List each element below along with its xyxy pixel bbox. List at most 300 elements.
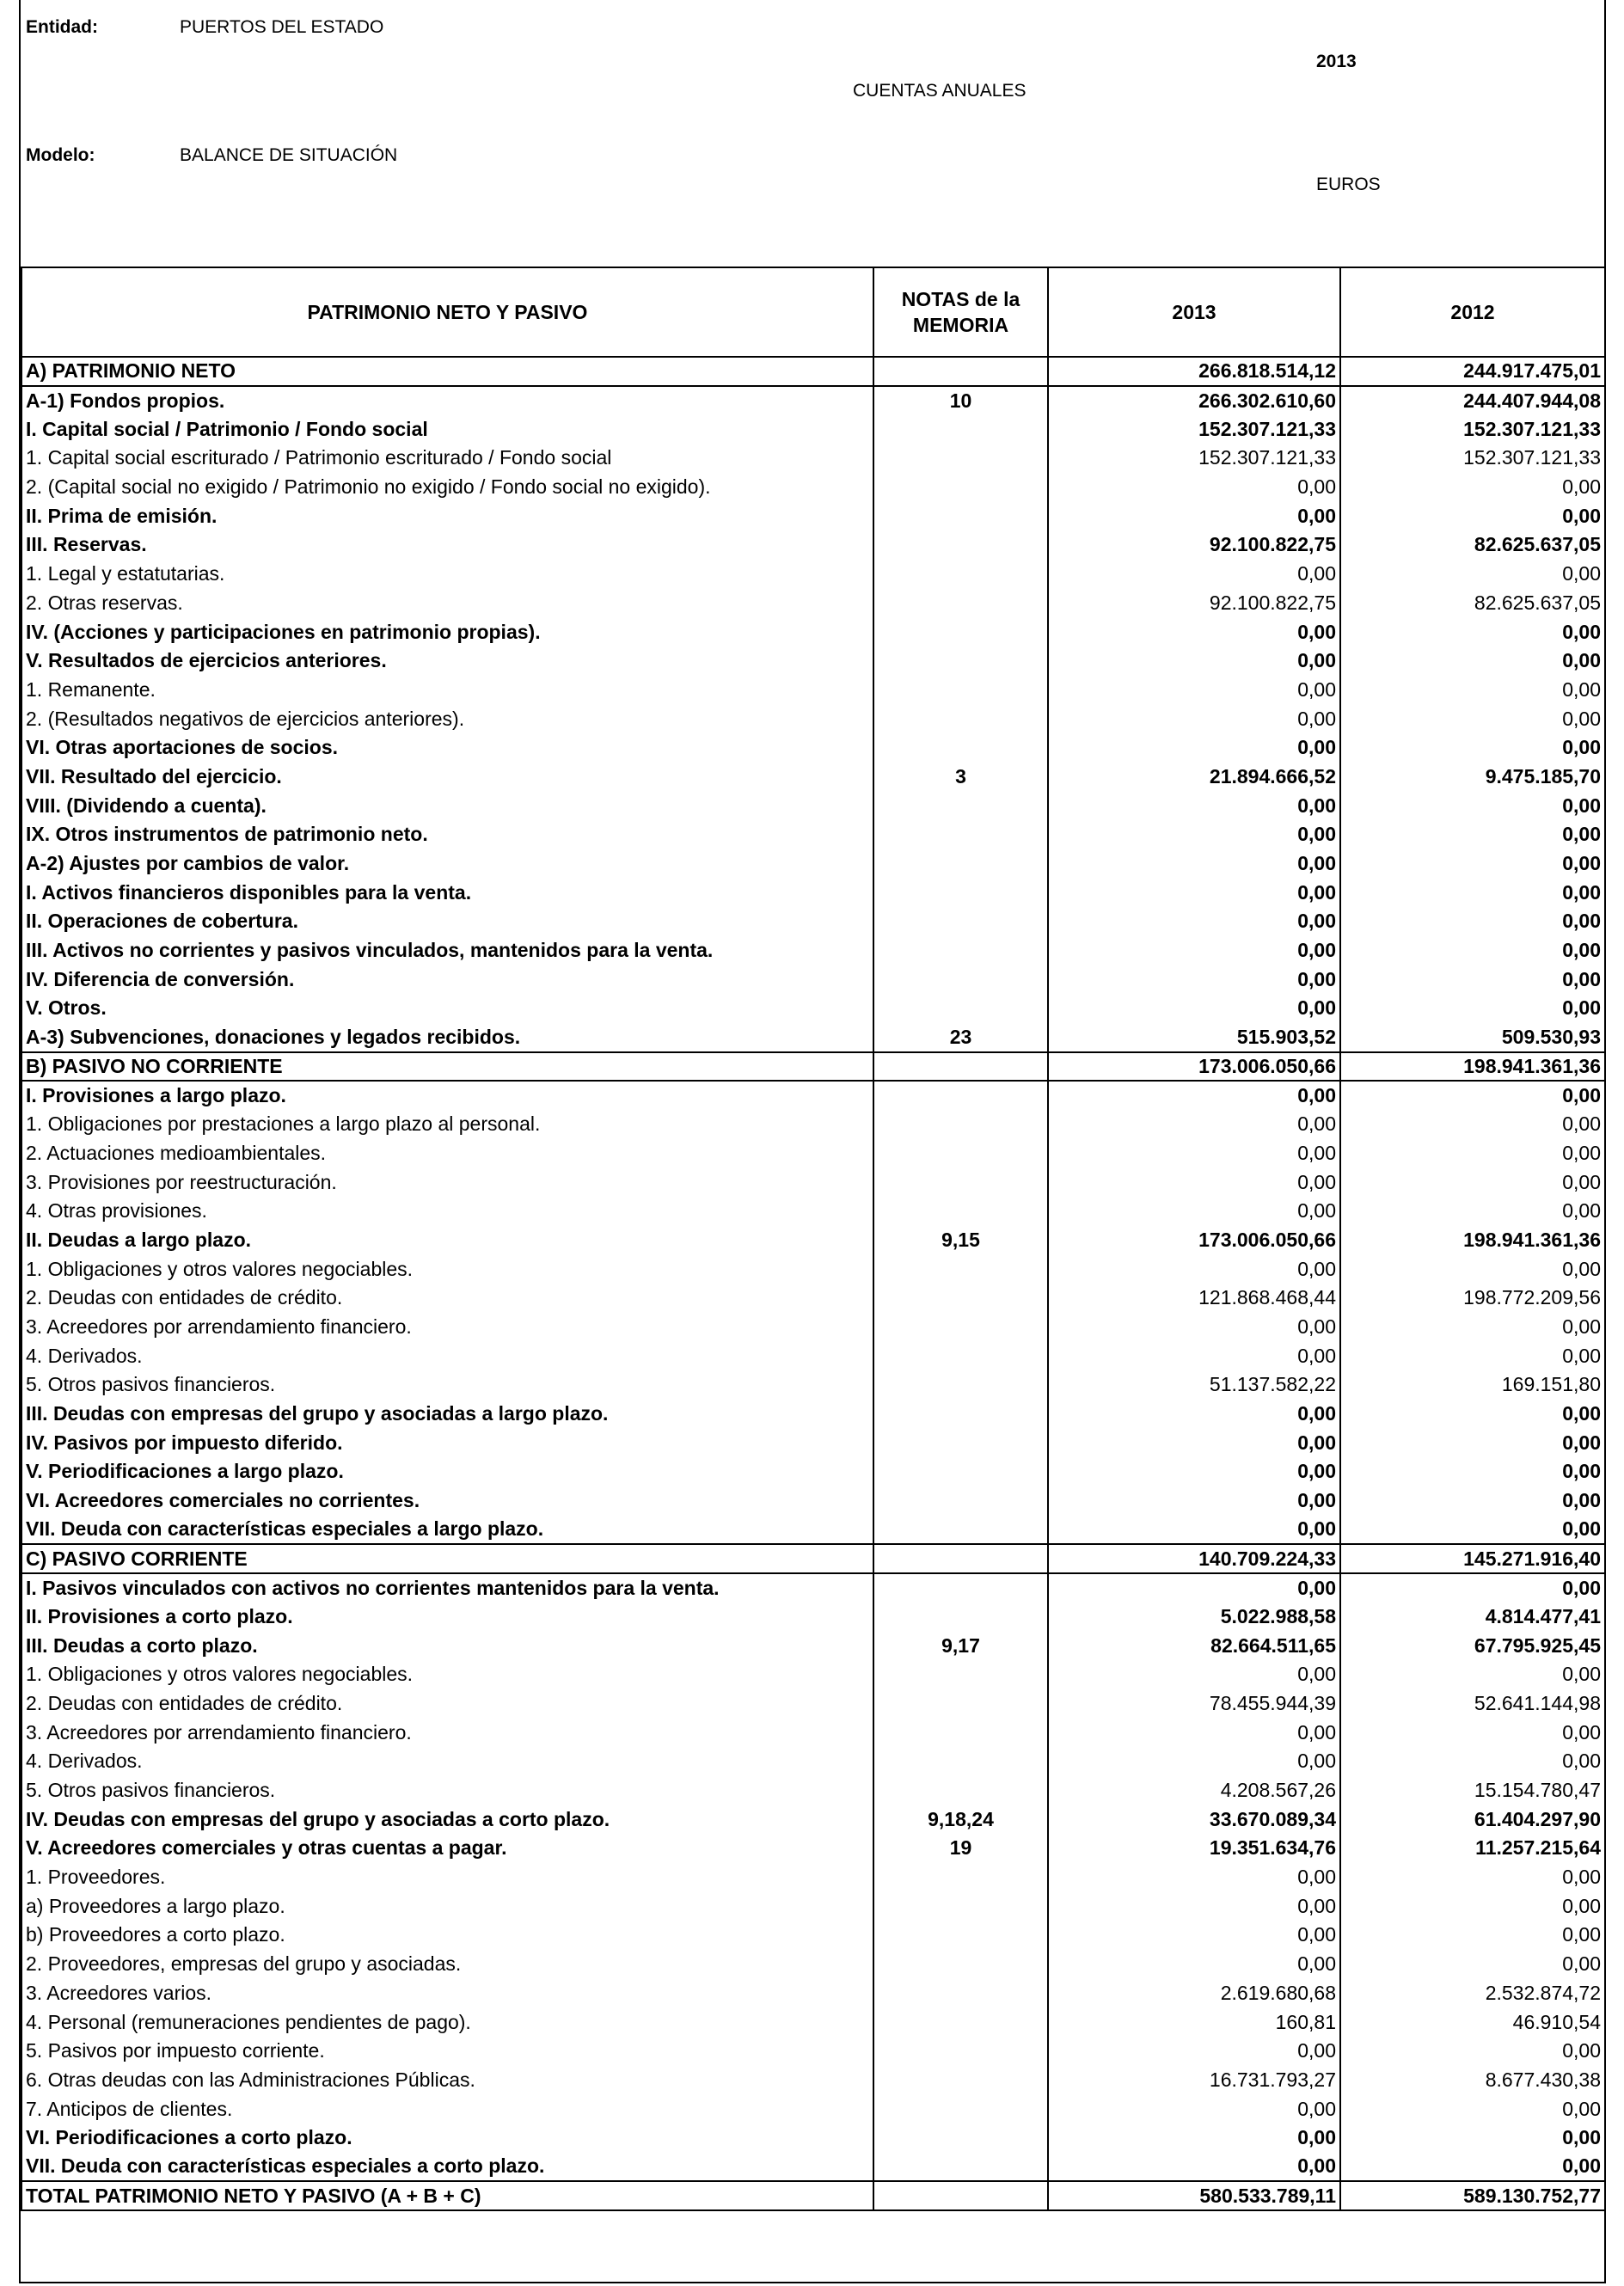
row-label: A-1) Fondos propios. xyxy=(21,386,873,415)
table-row xyxy=(21,1341,1605,1370)
modelo-label: Modelo: xyxy=(26,145,95,165)
row-value-2013: 16.731.793,27 xyxy=(1048,2066,1340,2095)
table-row xyxy=(21,1052,1605,1082)
row-note xyxy=(873,1081,1048,1110)
table-row xyxy=(21,820,1605,849)
row-value-2012: 0,00 xyxy=(1340,1428,1605,1457)
row-label: 6. Otras deudas con las Administraciones Públicas. xyxy=(21,2066,873,2095)
row-label: II. Prima de emisión. xyxy=(21,501,873,530)
row-value-2013: 0,00 xyxy=(1048,1457,1340,1486)
row-label: 1. Capital social escriturado / Patrimonio escriturado / Fondo social xyxy=(21,444,873,473)
row-value-2013: 0,00 xyxy=(1048,1516,1340,1545)
row-value-2012: 0,00 xyxy=(1340,1950,1605,1979)
row-value-2012: 0,00 xyxy=(1340,2124,1605,2153)
row-value-2012: 0,00 xyxy=(1340,1254,1605,1284)
document-title: CUENTAS ANUALES xyxy=(853,81,1026,101)
row-value-2012: 0,00 xyxy=(1340,676,1605,705)
row-value-2012: 152.307.121,33 xyxy=(1340,444,1605,473)
table-row xyxy=(21,1573,1605,1603)
table-row xyxy=(21,1457,1605,1486)
row-value-2012: 4.814.477,41 xyxy=(1340,1603,1605,1632)
row-value-2012: 52.641.144,98 xyxy=(1340,1689,1605,1719)
row-value-2013: 33.670.089,34 xyxy=(1048,1805,1340,1834)
row-value-2012: 0,00 xyxy=(1340,1139,1605,1168)
row-label: a) Proveedores a largo plazo. xyxy=(21,1891,873,1921)
row-value-2012: 0,00 xyxy=(1340,1400,1605,1429)
row-value-2012: 0,00 xyxy=(1340,849,1605,879)
table-row xyxy=(21,1950,1605,1979)
row-note xyxy=(873,501,1048,530)
modelo-value: BALANCE DE SITUACIÓN xyxy=(180,145,398,165)
row-value-2013: 0,00 xyxy=(1048,1254,1340,1284)
table-row xyxy=(21,444,1605,473)
row-note xyxy=(873,1486,1048,1516)
table-row xyxy=(21,1747,1605,1776)
row-value-2012: 8.677.430,38 xyxy=(1340,2066,1605,2095)
table-row xyxy=(21,791,1605,820)
row-note xyxy=(873,704,1048,733)
table-row xyxy=(21,1516,1605,1545)
row-value-2013: 0,00 xyxy=(1048,617,1340,647)
row-label: TOTAL PATRIMONIO NETO Y PASIVO (A + B + C) xyxy=(21,2181,873,2210)
row-label: B) PASIVO NO CORRIENTE xyxy=(21,1052,873,1082)
row-note xyxy=(873,1400,1048,1429)
row-label: I. Capital social / Patrimonio / Fondo social xyxy=(21,414,873,444)
table-row xyxy=(21,414,1605,444)
table-row xyxy=(21,589,1605,618)
row-value-2013: 0,00 xyxy=(1048,1747,1340,1776)
row-label: IX. Otros instrumentos de patrimonio neto. xyxy=(21,820,873,849)
row-label: 1. Obligaciones y otros valores negociables. xyxy=(21,1660,873,1689)
table-row xyxy=(21,763,1605,792)
row-note xyxy=(873,1689,1048,1719)
row-value-2013: 0,00 xyxy=(1048,733,1340,763)
table-row xyxy=(21,878,1605,907)
row-value-2012: 0,00 xyxy=(1340,936,1605,965)
row-label: VI. Acreedores comerciales no corrientes. xyxy=(21,1486,873,1516)
row-note xyxy=(873,1313,1048,1342)
row-value-2013: 0,00 xyxy=(1048,704,1340,733)
row-label: III. Activos no corrientes y pasivos vinculados, mantenidos para la venta. xyxy=(21,936,873,965)
row-value-2013: 0,00 xyxy=(1048,2094,1340,2124)
row-note xyxy=(873,1921,1048,1950)
row-label: VII. Deuda con características especiales a corto plazo. xyxy=(21,2153,873,2182)
row-value-2013: 140.709.224,33 xyxy=(1048,1544,1340,1573)
row-label: A) PATRIMONIO NETO xyxy=(21,357,873,386)
row-note xyxy=(873,820,1048,849)
row-value-2013: 51.137.582,22 xyxy=(1048,1370,1340,1400)
row-note xyxy=(873,1660,1048,1689)
row-label: I. Activos financieros disponibles para la venta. xyxy=(21,878,873,907)
row-note xyxy=(873,1457,1048,1486)
row-label: 2. Deudas con entidades de crédito. xyxy=(21,1689,873,1719)
row-note xyxy=(873,2153,1048,2182)
table-row xyxy=(21,1891,1605,1921)
row-value-2012: 0,00 xyxy=(1340,1110,1605,1139)
row-label: 1. Proveedores. xyxy=(21,1863,873,1892)
table-row xyxy=(21,1226,1605,1255)
row-value-2012: 0,00 xyxy=(1340,1891,1605,1921)
row-value-2013: 152.307.121,33 xyxy=(1048,444,1340,473)
table-row xyxy=(21,1110,1605,1139)
row-value-2013: 160,81 xyxy=(1048,2007,1340,2037)
row-label: VI. Otras aportaciones de socios. xyxy=(21,733,873,763)
row-value-2012: 0,00 xyxy=(1340,2153,1605,2182)
row-note xyxy=(873,1718,1048,1747)
table-row xyxy=(21,1631,1605,1660)
row-note xyxy=(873,1110,1048,1139)
row-value-2012: 0,00 xyxy=(1340,733,1605,763)
row-value-2012: 0,00 xyxy=(1340,1168,1605,1197)
row-note xyxy=(873,2007,1048,2037)
row-label: VI. Periodificaciones a corto plazo. xyxy=(21,2124,873,2153)
row-note xyxy=(873,1603,1048,1632)
row-value-2012: 198.941.361,36 xyxy=(1340,1226,1605,1255)
table-row xyxy=(21,1776,1605,1805)
row-label: 2. Proveedores, empresas del grupo y asociadas. xyxy=(21,1950,873,1979)
row-value-2013: 21.894.666,52 xyxy=(1048,763,1340,792)
column-header-2013: 2013 xyxy=(1048,267,1340,357)
table-row xyxy=(21,1197,1605,1226)
row-value-2013: 0,00 xyxy=(1048,1863,1340,1892)
row-label: 2. Otras reservas. xyxy=(21,589,873,618)
row-note: 23 xyxy=(873,1023,1048,1052)
row-note xyxy=(873,1341,1048,1370)
row-value-2012: 0,00 xyxy=(1340,994,1605,1023)
table-row xyxy=(21,1921,1605,1950)
row-value-2013: 0,00 xyxy=(1048,1081,1340,1110)
row-note xyxy=(873,1516,1048,1545)
table-row xyxy=(21,994,1605,1023)
table-row xyxy=(21,2037,1605,2066)
row-value-2012: 0,00 xyxy=(1340,965,1605,994)
row-value-2013: 92.100.822,75 xyxy=(1048,589,1340,618)
row-value-2012: 244.407.944,08 xyxy=(1340,386,1605,415)
row-value-2012: 0,00 xyxy=(1340,1486,1605,1516)
row-value-2012: 0,00 xyxy=(1340,1341,1605,1370)
header-year: 2013 xyxy=(1316,52,1357,71)
table-row xyxy=(21,560,1605,589)
row-label: 7. Anticipos de clientes. xyxy=(21,2094,873,2124)
row-value-2013: 0,00 xyxy=(1048,2124,1340,2153)
row-label: IV. Diferencia de conversión. xyxy=(21,965,873,994)
row-label: C) PASIVO CORRIENTE xyxy=(21,1544,873,1573)
table-row xyxy=(21,733,1605,763)
row-value-2012: 0,00 xyxy=(1340,2094,1605,2124)
row-value-2012: 198.941.361,36 xyxy=(1340,1052,1605,1082)
row-label: 4. Personal (remuneraciones pendientes de pago). xyxy=(21,2007,873,2037)
row-note xyxy=(873,414,1048,444)
table-row xyxy=(21,2066,1605,2095)
row-label: 5. Otros pasivos financieros. xyxy=(21,1370,873,1400)
row-note xyxy=(873,1863,1048,1892)
row-value-2012: 0,00 xyxy=(1340,1516,1605,1545)
row-value-2013: 2.619.680,68 xyxy=(1048,1979,1340,2008)
table-row xyxy=(21,1689,1605,1719)
table-row xyxy=(21,1023,1605,1052)
row-note xyxy=(873,1284,1048,1313)
row-note xyxy=(873,1544,1048,1573)
row-value-2013: 0,00 xyxy=(1048,1891,1340,1921)
row-label: IV. Pasivos por impuesto diferido. xyxy=(21,1428,873,1457)
row-value-2013: 173.006.050,66 xyxy=(1048,1226,1340,1255)
row-label: 3. Provisiones por reestructuración. xyxy=(21,1168,873,1197)
row-value-2012: 0,00 xyxy=(1340,1660,1605,1689)
table-row xyxy=(21,1139,1605,1168)
row-value-2013: 0,00 xyxy=(1048,1950,1340,1979)
row-value-2012: 0,00 xyxy=(1340,647,1605,676)
row-value-2012: 244.917.475,01 xyxy=(1340,357,1605,386)
table-row xyxy=(21,2124,1605,2153)
row-label: III. Deudas a corto plazo. xyxy=(21,1631,873,1660)
row-note xyxy=(873,2066,1048,2095)
table-row xyxy=(21,1603,1605,1632)
row-value-2013: 0,00 xyxy=(1048,2037,1340,2066)
table-row xyxy=(21,1718,1605,1747)
row-value-2012: 0,00 xyxy=(1340,820,1605,849)
row-label: V. Periodificaciones a largo plazo. xyxy=(21,1457,873,1486)
row-note: 9,15 xyxy=(873,1226,1048,1255)
row-label: VII. Resultado del ejercicio. xyxy=(21,763,873,792)
row-label: II. Provisiones a corto plazo. xyxy=(21,1603,873,1632)
row-value-2013: 0,00 xyxy=(1048,1428,1340,1457)
row-label: III. Reservas. xyxy=(21,530,873,560)
table-row xyxy=(21,936,1605,965)
row-value-2013: 0,00 xyxy=(1048,965,1340,994)
row-value-2012: 0,00 xyxy=(1340,1747,1605,1776)
row-value-2013: 0,00 xyxy=(1048,1660,1340,1689)
row-value-2013: 0,00 xyxy=(1048,1573,1340,1603)
row-value-2012: 0,00 xyxy=(1340,1313,1605,1342)
row-value-2013: 0,00 xyxy=(1048,1400,1340,1429)
row-label: 1. Remanente. xyxy=(21,676,873,705)
row-value-2013: 0,00 xyxy=(1048,676,1340,705)
row-note xyxy=(873,733,1048,763)
row-value-2012: 0,00 xyxy=(1340,501,1605,530)
row-label: II. Operaciones de cobertura. xyxy=(21,907,873,936)
row-label: V. Otros. xyxy=(21,994,873,1023)
table-row xyxy=(21,2007,1605,2037)
row-value-2012: 0,00 xyxy=(1340,907,1605,936)
row-value-2013: 4.208.567,26 xyxy=(1048,1776,1340,1805)
row-label: 2. Deudas con entidades de crédito. xyxy=(21,1284,873,1313)
row-label: 5. Pasivos por impuesto corriente. xyxy=(21,2037,873,2066)
table-row xyxy=(21,1254,1605,1284)
row-value-2013: 580.533.789,11 xyxy=(1048,2181,1340,2210)
row-note xyxy=(873,849,1048,879)
row-note xyxy=(873,1979,1048,2008)
row-value-2012: 67.795.925,45 xyxy=(1340,1631,1605,1660)
row-value-2013: 0,00 xyxy=(1048,907,1340,936)
row-note: 9,17 xyxy=(873,1631,1048,1660)
row-note xyxy=(873,473,1048,502)
table-row xyxy=(21,1370,1605,1400)
row-label: V. Acreedores comerciales y otras cuentas a pagar. xyxy=(21,1834,873,1863)
row-value-2012: 2.532.874,72 xyxy=(1340,1979,1605,2008)
row-value-2013: 0,00 xyxy=(1048,1486,1340,1516)
row-value-2012: 0,00 xyxy=(1340,1081,1605,1110)
row-label: IV. (Acciones y participaciones en patrimonio propias). xyxy=(21,617,873,647)
table-row xyxy=(21,907,1605,936)
table-row xyxy=(21,1834,1605,1863)
table-row xyxy=(21,386,1605,415)
row-value-2013: 121.868.468,44 xyxy=(1048,1284,1340,1313)
row-value-2013: 173.006.050,66 xyxy=(1048,1052,1340,1082)
row-label: I. Pasivos vinculados con activos no corrientes mantenidos para la venta. xyxy=(21,1573,873,1603)
row-label: V. Resultados de ejercicios anteriores. xyxy=(21,647,873,676)
table-row xyxy=(21,1486,1605,1516)
row-value-2013: 0,00 xyxy=(1048,791,1340,820)
row-value-2013: 0,00 xyxy=(1048,936,1340,965)
row-note xyxy=(873,1428,1048,1457)
row-value-2013: 0,00 xyxy=(1048,849,1340,879)
column-header-2012: 2012 xyxy=(1340,267,1605,357)
row-label: 2. (Resultados negativos de ejercicios anteriores). xyxy=(21,704,873,733)
row-value-2012: 11.257.215,64 xyxy=(1340,1834,1605,1863)
row-note: 9,18,24 xyxy=(873,1805,1048,1834)
table-row xyxy=(21,1863,1605,1892)
row-note: 3 xyxy=(873,763,1048,792)
row-note xyxy=(873,878,1048,907)
row-note xyxy=(873,965,1048,994)
table-row xyxy=(21,1313,1605,1342)
row-value-2012: 61.404.297,90 xyxy=(1340,1805,1605,1834)
row-value-2012: 145.271.916,40 xyxy=(1340,1544,1605,1573)
row-label: 3. Acreedores por arrendamiento financiero. xyxy=(21,1313,873,1342)
row-note xyxy=(873,2181,1048,2210)
row-note xyxy=(873,560,1048,589)
table-row xyxy=(21,1544,1605,1573)
row-value-2013: 0,00 xyxy=(1048,647,1340,676)
row-note xyxy=(873,936,1048,965)
row-value-2013: 0,00 xyxy=(1048,1139,1340,1168)
entidad-label: Entidad: xyxy=(26,17,98,37)
row-note xyxy=(873,1139,1048,1168)
row-value-2012: 169.151,80 xyxy=(1340,1370,1605,1400)
table-row xyxy=(21,1081,1605,1110)
row-note: 10 xyxy=(873,386,1048,415)
row-label: A-2) Ajustes por cambios de valor. xyxy=(21,849,873,879)
row-note xyxy=(873,791,1048,820)
row-value-2013: 0,00 xyxy=(1048,1313,1340,1342)
row-label: VIII. (Dividendo a cuenta). xyxy=(21,791,873,820)
column-header-notes: NOTAS de la MEMORIA xyxy=(873,267,1048,357)
table-row xyxy=(21,473,1605,502)
row-value-2013: 0,00 xyxy=(1048,2153,1340,2182)
row-value-2012: 82.625.637,05 xyxy=(1340,589,1605,618)
row-value-2012: 9.475.185,70 xyxy=(1340,763,1605,792)
row-note xyxy=(873,530,1048,560)
row-value-2012: 0,00 xyxy=(1340,617,1605,647)
row-note xyxy=(873,589,1048,618)
row-value-2012: 0,00 xyxy=(1340,1921,1605,1950)
row-value-2012: 0,00 xyxy=(1340,1863,1605,1892)
row-value-2012: 0,00 xyxy=(1340,1457,1605,1486)
row-value-2012: 0,00 xyxy=(1340,1197,1605,1226)
row-note xyxy=(873,1776,1048,1805)
row-note xyxy=(873,357,1048,386)
row-value-2012: 0,00 xyxy=(1340,473,1605,502)
row-note xyxy=(873,1168,1048,1197)
row-note xyxy=(873,617,1048,647)
table-row xyxy=(21,704,1605,733)
row-value-2012: 198.772.209,56 xyxy=(1340,1284,1605,1313)
row-value-2012: 0,00 xyxy=(1340,1573,1605,1603)
table-row xyxy=(21,1428,1605,1457)
row-value-2012: 0,00 xyxy=(1340,704,1605,733)
table-row xyxy=(21,1805,1605,1834)
row-value-2013: 515.903,52 xyxy=(1048,1023,1340,1052)
row-value-2013: 152.307.121,33 xyxy=(1048,414,1340,444)
row-value-2012: 82.625.637,05 xyxy=(1340,530,1605,560)
row-value-2013: 19.351.634,76 xyxy=(1048,1834,1340,1863)
row-note xyxy=(873,994,1048,1023)
table-header-row xyxy=(21,267,1605,357)
row-note xyxy=(873,1573,1048,1603)
row-note xyxy=(873,1052,1048,1082)
row-value-2012: 0,00 xyxy=(1340,878,1605,907)
column-header-concept: PATRIMONIO NETO Y PASIVO xyxy=(21,267,873,357)
table-row xyxy=(21,1284,1605,1313)
row-value-2012: 0,00 xyxy=(1340,560,1605,589)
table-row xyxy=(21,2094,1605,2124)
row-value-2013: 0,00 xyxy=(1048,1168,1340,1197)
row-note xyxy=(873,2094,1048,2124)
table-row xyxy=(21,965,1605,994)
table-row xyxy=(21,357,1605,386)
row-note xyxy=(873,1891,1048,1921)
row-value-2012: 0,00 xyxy=(1340,2037,1605,2066)
table-row xyxy=(21,1979,1605,2008)
row-label: 2. Actuaciones medioambientales. xyxy=(21,1139,873,1168)
row-label: 3. Acreedores varios. xyxy=(21,1979,873,2008)
row-note xyxy=(873,2037,1048,2066)
row-label: 1. Obligaciones y otros valores negociables. xyxy=(21,1254,873,1284)
row-note xyxy=(873,676,1048,705)
row-label: 4. Otras provisiones. xyxy=(21,1197,873,1226)
row-note xyxy=(873,1254,1048,1284)
row-value-2013: 0,00 xyxy=(1048,1921,1340,1950)
row-label: III. Deudas con empresas del grupo y asociadas a largo plazo. xyxy=(21,1400,873,1429)
row-label: A-3) Subvenciones, donaciones y legados recibidos. xyxy=(21,1023,873,1052)
row-value-2012: 509.530,93 xyxy=(1340,1023,1605,1052)
row-label: 5. Otros pasivos financieros. xyxy=(21,1776,873,1805)
row-value-2012: 589.130.752,77 xyxy=(1340,2181,1605,2210)
table-row xyxy=(21,849,1605,879)
table-row xyxy=(21,1400,1605,1429)
row-note: 19 xyxy=(873,1834,1048,1863)
table-row xyxy=(21,501,1605,530)
row-label: 1. Legal y estatutarias. xyxy=(21,560,873,589)
row-note xyxy=(873,907,1048,936)
row-value-2013: 82.664.511,65 xyxy=(1048,1631,1340,1660)
row-value-2013: 5.022.988,58 xyxy=(1048,1603,1340,1632)
row-note xyxy=(873,1747,1048,1776)
table-row xyxy=(21,530,1605,560)
table-row xyxy=(21,2153,1605,2182)
row-label: II. Deudas a largo plazo. xyxy=(21,1226,873,1255)
row-note xyxy=(873,444,1048,473)
row-label: 4. Derivados. xyxy=(21,1747,873,1776)
row-value-2012: 0,00 xyxy=(1340,1718,1605,1747)
row-label: I. Provisiones a largo plazo. xyxy=(21,1081,873,1110)
row-value-2013: 266.302.610,60 xyxy=(1048,386,1340,415)
row-value-2013: 0,00 xyxy=(1048,820,1340,849)
row-value-2012: 152.307.121,33 xyxy=(1340,414,1605,444)
row-value-2013: 0,00 xyxy=(1048,473,1340,502)
row-value-2012: 0,00 xyxy=(1340,791,1605,820)
row-note xyxy=(873,647,1048,676)
